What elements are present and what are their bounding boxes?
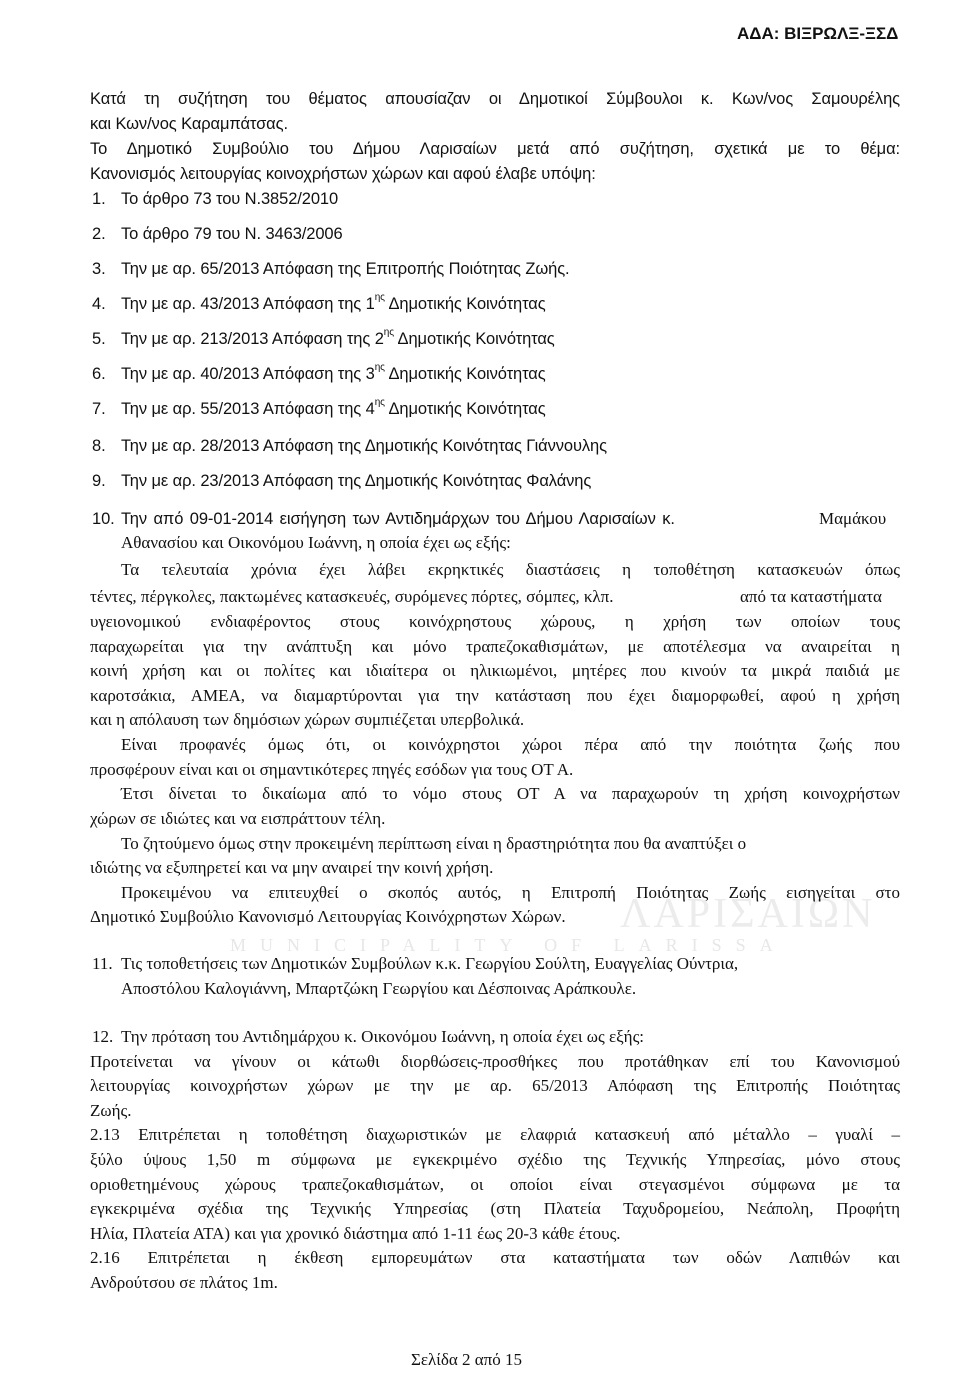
body-line: από τα καταστήματα [740,587,882,606]
list-number: 8. [92,437,106,455]
watermark-text: MUNICIPALITY OF LARISSA [230,935,787,955]
body-line: Δημοτικό Συμβούλιο Κανονισμό Λειτουργίας Κοινόχρηστων Χώρων. [90,907,566,926]
proposal-line: Προτείνεται να γίνουν οι κάτωθι διορθώσεις-προσθήκες που προτάθηκαν επί του Κανονισμού [90,1052,900,1071]
intro-line-3: Το Δημοτικό Συμβούλιο του Δήμου Λαρισαίων μετά από συζήτηση, σχετικά με το θέμα: [90,140,900,158]
page-number: Σελίδα 2 από 15 [411,1350,523,1369]
list-number: 1. [92,190,106,208]
body-line: ιδιώτης να εξυπηρετεί και να μην αναιρεί την κοινή χρήση. [90,858,494,877]
item11-line-2: Αποστόλου Καλογιάννη, Μπαρτζώκη Γεωργίου και Δέσποινας Αράπκουλε. [121,979,637,998]
body-line: παραχωρείται για την ανάπτυξη και μόνο τραπεζοκαθισμάτων, με αποτέλεσμα να αναιρείται η [90,637,900,656]
proposal-line: λειτουργίας κοινοχρήστων χώρων με την με αρ. 65/2013 Απόφαση της Επιτροπής Ποιότητας [90,1076,900,1095]
body-line: προσφέρουν είναι και οι σημαντικότερες πηγές εσόδων για τους ΟΤ Α. [90,760,574,779]
body-line: Είναι προφανές όμως ότι, οι κοινόχρηστοι χώροι πέρα από την ποιότητα ζωής που [121,735,900,754]
body-line: κοινή χρήση και οι πολίτες και ιδιαίτερα οι ηλικιωμένοι, μητέρες που κινούν τα μικρά παιδιά με [90,661,900,680]
item11-line-1: Τις τοποθετήσεις των Δημοτικών Συμβούλων κ.κ. Γεωργίου Σούλτη, Ευαγγελίας Ούντρια, [121,954,739,973]
intro-line-2: και Κων/νος Καραμπάτσας. [90,115,288,133]
intro-line-4: Κανονισμός λειτουργίας κοινοχρήστων χώρων και αφού έλαβε υπόψη: [90,165,596,183]
list-number: 5. [92,330,106,348]
list-item: Την με αρ. 23/2013 Απόφαση της Δημοτικής Κοινότητας Φαλάνης [121,472,592,490]
item12-line-1: Την πρόταση του Αντιδημάρχου κ. Οικονόμου Ιωάννη, η οποία έχει ως εξής: [121,1027,645,1046]
body-line: τέντες, πέργκολες, πακτωμένες κατασκευές, συρόμενες πόρτες, σόμπες, κλπ. [90,587,614,606]
list-item: Την με αρ. 40/2013 Απόφαση της $3^{\eta\varsigma}$ Δημοτικής Κοινότητας [121,362,546,383]
proposal-line: 2.16 Επιτρέπεται η έκθεση εμπορευμάτων στα καταστήματα των οδών Λαπιθών και [90,1248,900,1267]
proposal-line: ξύλο ύψους 1,50 m σύμφωνα με εγκεκριμένο σχέδιο της Τεχνικής Υπηρεσίας, μόνο στους [90,1150,900,1169]
body-line: και η απόλαυση των δημόσιων χώρων συμπιέζεται υπερβολικά. [90,710,525,729]
proposal-line: οριοθετημένους χώρους τραπεζοκαθισμάτων, οι οποίοι είναι στεγασμένοι σύμφωνα με τα [90,1175,900,1194]
proposal-line: Ηλία, Πλατεία ΑΤΑ) και για χρονικό διάστημα από 1-11 έως 20-3 κάθε έτους. [90,1224,621,1243]
proposal-line: Ανδρούτσου σε πλάτος 1m. [90,1273,278,1292]
list-number: 11. [92,954,113,973]
list-number: 12. [92,1027,114,1046]
list-number: 2. [92,225,106,243]
body-line: υγειονομικού ενδιαφέροντος στους κοινόχρηστους χώρους, η χρήση των οποίων τους [90,612,900,631]
list-item: Την με αρ. 213/2013 Απόφαση της $2^{\eta\varsigma}$ Δημοτικής Κοινότητας [121,327,555,348]
proposal-line: 2.13 Επιτρέπεται η τοποθέτηση διαχωριστικών με ελαφριά κατασκευή από μέταλλο – γυαλί – [90,1125,900,1144]
list-item: Την με αρ. 43/2013 Απόφαση της $1^{\eta\varsigma}$ Δημοτικής Κοινότητας [121,292,546,313]
item10-line-1-end: Μαμάκου [819,509,887,528]
body-line: καροτσάκια, ΑΜΕΑ, να διαμαρτύρονται για την κατάσταση που έχει διαμορφωθεί, αφού η χρήση [90,686,900,705]
body-line: χώρων σε ιδιώτες και να εισπράττουν τέλη. [90,809,386,828]
body-line: Τα τελευταία χρόνια έχει λάβει εκρηκτικές διαστάσεις η τοποθέτηση κατασκευών όπως [121,560,900,579]
proposal-line: εγκεκριμένα σχέδια της Τεχνικής Υπηρεσίας (στη Πλατεία Ταχυδρομείου, Νεάπολη, Προφήτη [90,1199,900,1218]
item10-line-1: Την από 09-01-2014 εισήγηση των Αντιδημάρχων του Δήμου Λαρισαίων κ. [121,510,675,528]
body-line: Προκειμένου να επιτευχθεί ο σκοπός αυτός, η Επιτροπή Ποιότητας Ζωής εισηγείται στο [121,883,900,902]
list-item: Το άρθρο 79 του Ν. 3463/2006 [121,225,343,243]
list-number: 10. [92,510,115,528]
list-item: Την με αρ. 28/2013 Απόφαση της Δημοτικής Κοινότητας Γιάννουλης [121,437,607,455]
proposal-line: Ζωής. [90,1101,132,1120]
list-number: 3. [92,260,106,278]
list-number: 6. [92,365,106,383]
intro-line-1: Κατά τη συζήτηση του θέματος απουσίαζαν οι Δημοτικοί Σύμβουλοι κ. Κων/νος Σαμουρέλης [90,90,900,108]
list-item: Το άρθρο 73 του Ν.3852/2010 [121,190,339,208]
list-item: Την με αρ. 55/2013 Απόφαση της $4^{\eta\varsigma}$ Δημοτικής Κοινότητας [121,397,546,418]
list-number: 4. [92,295,106,313]
list-number: 9. [92,472,106,490]
body-line: Το ζητούμενο όμως στην προκειμένη περίπτωση είναι η δραστηριότητα που θα αναπτύξει ο [121,834,747,853]
watermark-logo-text: ΛΑΡΙΣΑΙΩΝ [620,891,876,937]
body-line: Έτσι δίνεται το δικαίωμα από το νόμο στους ΟΤ Α να παραχωρούν τη χρήση κοινοχρήστων [121,784,900,803]
item10-line-2: Αθανασίου και Οικονόμου Ιωάννη, η οποία έχει ως εξής: [121,533,511,552]
list-item: Την με αρ. 65/2013 Απόφαση της Επιτροπής Ποιότητας Ζωής. [121,260,570,278]
list-number: 7. [92,400,106,418]
ada-code: ΑΔΑ: ΒΙΞΡΩΛΞ-ΞΣΔ [737,24,899,43]
